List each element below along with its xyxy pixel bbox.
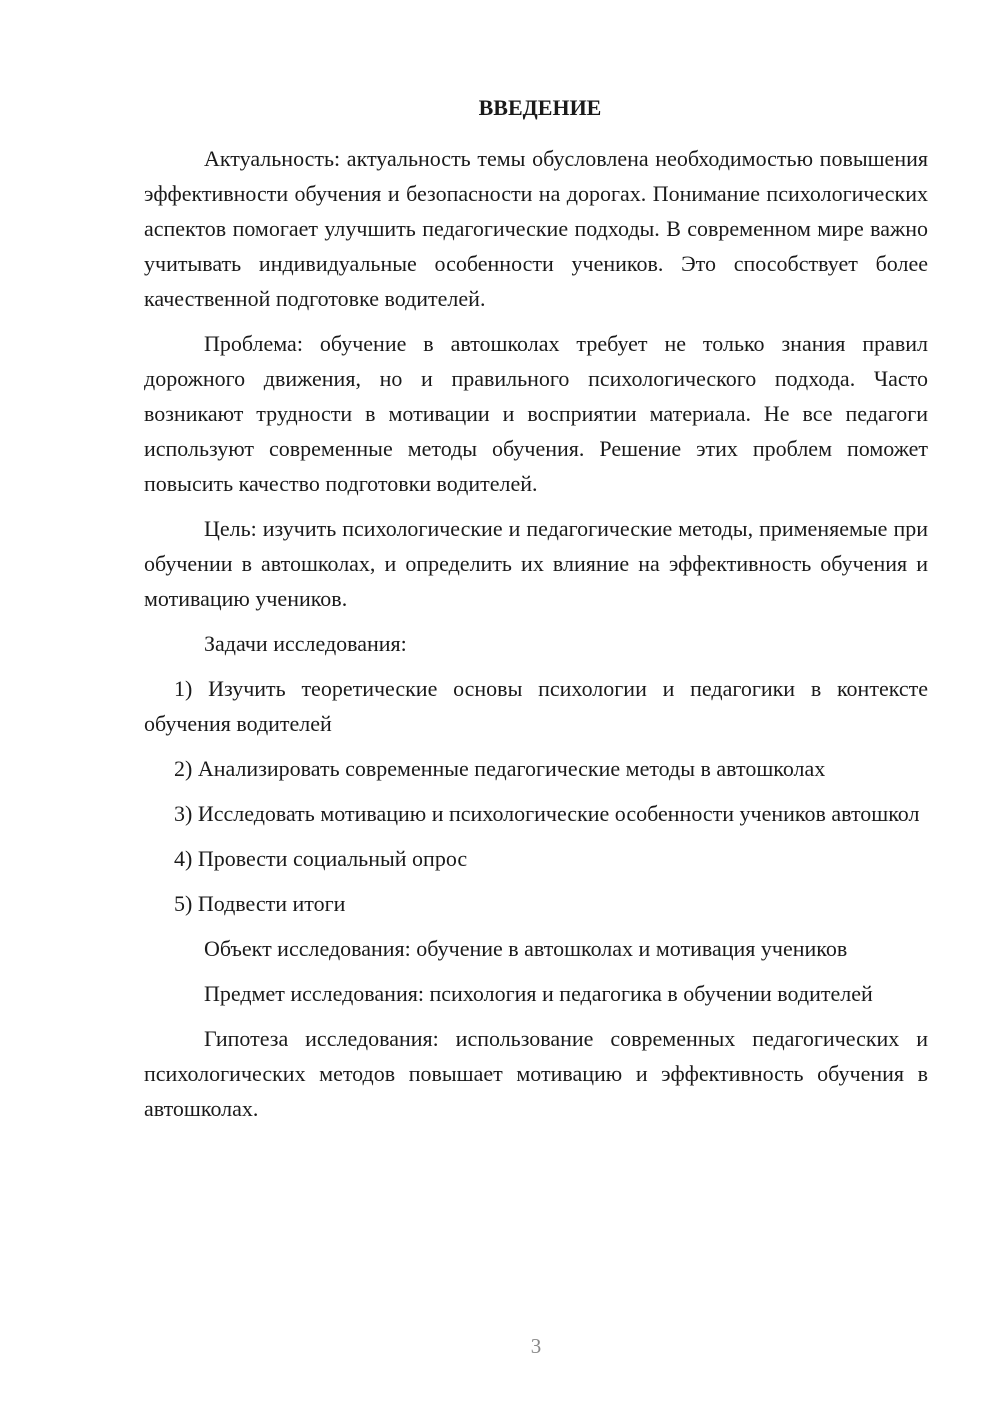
task-item-4: 4) Провести социальный опрос [174, 846, 468, 871]
object-paragraph: Объект исследования: обучение в автошколах и мотивация учеников [204, 936, 848, 961]
task-item-1: 1) Изучить теоретические основы психологии и педагогики в контексте обучения водителей [144, 676, 928, 736]
task-item-5: 5) Подвести итоги [174, 891, 346, 916]
page-number: 3 [530, 1334, 542, 1358]
subject-paragraph: Предмет исследования: психология и педагогика в обучении водителей [204, 981, 873, 1006]
relevance-paragraph: Актуальность: актуальность темы обусловлена необходимостью повышения эффективности обучения и безопасности на дорогах. Понимание психологических аспектов помогает улучшить педагогические подходы. В современном мире важно учитывать индивидуальные особенности учеников. Это способствует более качественной подготовке водителей. [144, 146, 928, 311]
goal-paragraph: Цель: изучить психологические и педагогические методы, применяемые при обучении в автошколах, и определить их влияние на эффективность обучения и мотивацию учеников. [144, 516, 928, 611]
problem-paragraph: Проблема: обучение в автошколах требует не только знания правил дорожного движения, но и правильного психологического подхода. Часто возникают трудности в мотивации и восприятии материала. Не все педагоги используют современные методы обучения. Решение этих проблем поможет повысить качество подготовки водителей. [144, 331, 928, 496]
page-content [144, 93, 928, 1136]
tasks-heading: Задачи исследования: [204, 631, 407, 656]
task-item-3: 3) Исследовать мотивацию и психологические особенности учеников автошкол [174, 801, 920, 826]
page-title: ВВЕДЕНИЕ [478, 95, 602, 120]
task-item-2: 2) Анализировать современные педагогические методы в автошколах [174, 756, 826, 781]
hypothesis-paragraph: Гипотеза исследования: использование современных педагогических и психологических методов повышает мотивацию и эффективность обучения в автошколах. [144, 1026, 928, 1121]
